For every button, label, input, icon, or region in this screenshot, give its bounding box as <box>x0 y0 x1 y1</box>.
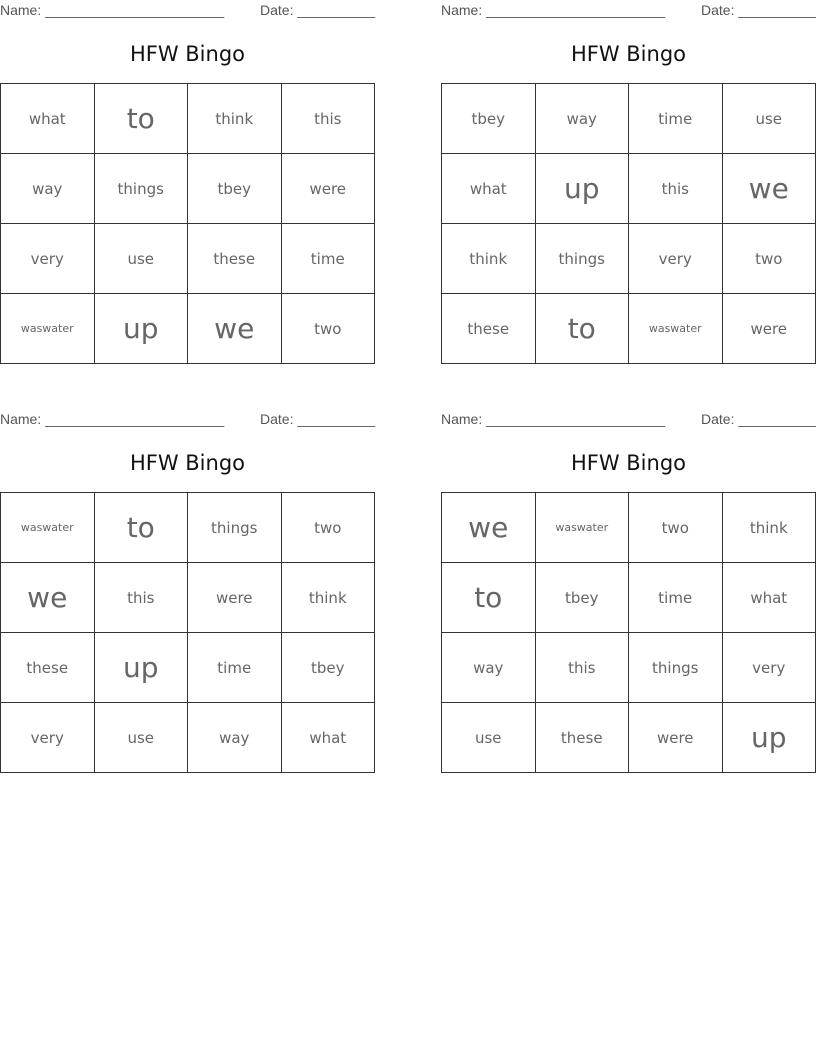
bingo-grid <box>441 492 816 773</box>
grid-cell: time <box>188 633 282 703</box>
grid-row <box>442 154 816 224</box>
grid-cell: tbey <box>281 633 375 703</box>
grid-cell: use <box>722 84 816 154</box>
grid-cell: we <box>722 154 816 224</box>
grid-cell: we <box>442 493 536 563</box>
grid-cell: use <box>442 703 536 773</box>
card-title: HFW Bingo <box>570 42 687 66</box>
card-title: HFW Bingo <box>129 451 246 475</box>
grid-cell: use <box>94 703 188 773</box>
grid-row <box>442 493 816 563</box>
bingo-grid <box>0 83 375 364</box>
card-title: HFW Bingo <box>570 451 687 475</box>
grid-cell: two <box>281 493 375 563</box>
grid-cell: we <box>188 294 282 364</box>
grid-row <box>1 493 375 563</box>
card-header <box>441 0 816 20</box>
grid-cell: things <box>535 224 629 294</box>
grid-cell: very <box>629 224 723 294</box>
grid-cell: these <box>1 633 95 703</box>
grid-cell: waswater <box>629 294 723 364</box>
grid-cell: this <box>629 154 723 224</box>
grid-cell: things <box>94 154 188 224</box>
grid-row <box>442 294 816 364</box>
grid-cell: these <box>442 294 536 364</box>
grid-cell: to <box>94 84 188 154</box>
grid-cell: time <box>629 84 723 154</box>
date-field: Date: __________ <box>701 2 816 18</box>
card-header <box>0 0 375 20</box>
date-field: Date: __________ <box>260 411 376 427</box>
grid-cell: things <box>629 633 723 703</box>
grid-row <box>1 224 375 294</box>
grid-row <box>1 84 375 154</box>
grid-cell: were <box>629 703 723 773</box>
grid-row <box>442 224 816 294</box>
grid-cell: waswater <box>1 294 95 364</box>
grid-cell: way <box>535 84 629 154</box>
card-title: HFW Bingo <box>129 42 246 66</box>
grid-cell: this <box>281 84 375 154</box>
grid-cell: way <box>442 633 536 703</box>
name-field: Name: _______________________ <box>0 2 225 18</box>
grid-cell: we <box>1 563 95 633</box>
name-field: Name: _______________________ <box>0 411 225 427</box>
bingo-card-2 <box>441 0 816 345</box>
grid-cell: waswater <box>535 493 629 563</box>
grid-cell: think <box>281 563 375 633</box>
grid-cell: up <box>535 154 629 224</box>
grid-cell: time <box>629 563 723 633</box>
grid-cell: very <box>722 633 816 703</box>
grid-row <box>1 703 375 773</box>
grid-cell: way <box>188 703 282 773</box>
grid-cell: very <box>1 703 95 773</box>
grid-cell: two <box>281 294 375 364</box>
name-field: Name: _______________________ <box>441 2 666 18</box>
grid-cell: tbey <box>442 84 536 154</box>
date-field: Date: __________ <box>701 411 816 427</box>
grid-cell: were <box>722 294 816 364</box>
grid-cell: tbey <box>188 154 282 224</box>
grid-row <box>1 154 375 224</box>
grid-row <box>442 563 816 633</box>
name-field: Name: _______________________ <box>441 411 666 427</box>
grid-row <box>1 294 375 364</box>
grid-row <box>442 703 816 773</box>
grid-cell: very <box>1 224 95 294</box>
grid-cell: up <box>94 633 188 703</box>
grid-cell: these <box>188 224 282 294</box>
card-header <box>0 409 375 429</box>
grid-cell: were <box>188 563 282 633</box>
grid-cell: up <box>94 294 188 364</box>
grid-cell: were <box>281 154 375 224</box>
grid-cell: way <box>1 154 95 224</box>
grid-cell: waswater <box>1 493 95 563</box>
grid-cell: things <box>188 493 282 563</box>
bingo-card-1 <box>0 0 376 345</box>
bingo-grid <box>441 83 816 364</box>
grid-cell: to <box>94 493 188 563</box>
grid-cell: tbey <box>535 563 629 633</box>
card-header <box>441 409 816 429</box>
grid-cell: think <box>188 84 282 154</box>
grid-cell: time <box>281 224 375 294</box>
grid-cell: think <box>442 224 536 294</box>
bingo-card-3 <box>0 409 376 747</box>
date-field: Date: __________ <box>260 2 376 18</box>
grid-row <box>1 563 375 633</box>
bingo-grid <box>0 492 375 773</box>
grid-cell: these <box>535 703 629 773</box>
grid-cell: to <box>442 563 536 633</box>
grid-cell: what <box>281 703 375 773</box>
grid-cell: this <box>535 633 629 703</box>
grid-cell: to <box>535 294 629 364</box>
grid-cell: up <box>722 703 816 773</box>
bingo-card-4 <box>441 409 816 754</box>
grid-cell: two <box>722 224 816 294</box>
grid-row <box>442 633 816 703</box>
grid-cell: use <box>94 224 188 294</box>
grid-cell: think <box>722 493 816 563</box>
grid-row <box>442 84 816 154</box>
grid-cell: two <box>629 493 723 563</box>
grid-row <box>1 633 375 703</box>
grid-cell: what <box>722 563 816 633</box>
grid-cell: what <box>1 84 95 154</box>
grid-cell: what <box>442 154 536 224</box>
grid-cell: this <box>94 563 188 633</box>
